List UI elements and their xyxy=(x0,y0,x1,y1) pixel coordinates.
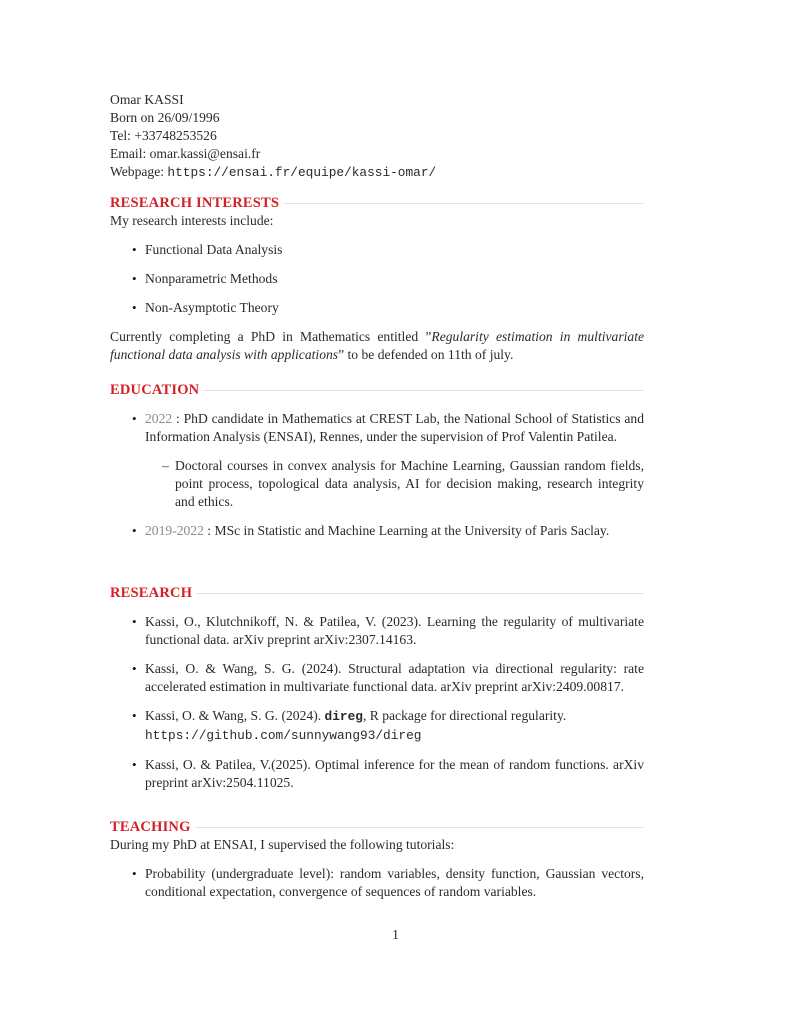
publications-list xyxy=(110,613,644,792)
email: Email: omar.kassi@ensai.fr xyxy=(110,146,261,161)
contact-block xyxy=(110,91,644,182)
education-subitems xyxy=(110,457,644,511)
section-research xyxy=(110,584,644,792)
phd-statement xyxy=(110,328,644,364)
education-year: 2022 xyxy=(145,411,173,426)
sub-list-item: – Doctoral courses in convex analysis for Machine Learning, Gaussian random fields, point process, topological data analysis, AI for decision making, research integrity and ethics. xyxy=(110,457,644,511)
package-name: direg xyxy=(324,709,363,724)
education-year: 2019-2022 xyxy=(145,523,204,538)
interests-list xyxy=(110,241,644,317)
list-item: • Functional Data Analysis xyxy=(110,241,644,259)
education-item xyxy=(110,410,644,511)
phd-title: Regularity estimation in multivariate functional data analysis with applications xyxy=(110,329,645,362)
webpage-link[interactable]: https://ensai.fr/equipe/kassi-omar/ xyxy=(167,165,437,180)
full-name: Omar KASSI xyxy=(110,92,184,107)
phd-suffix: ” to be defended on 11th of july. xyxy=(338,347,514,362)
section-heading xyxy=(110,381,644,399)
education-item xyxy=(110,522,644,540)
heading-rule xyxy=(195,827,644,828)
education-text: : PhD candidate in Mathematics at CREST Lab, the National School of Statistics and Information Analysis (ENSAI), Rennes, under the supervision of Prof Valentin Patilea. xyxy=(145,411,644,444)
education-list xyxy=(110,410,644,540)
publication-item: • Kassi, O. & Wang, S. G. (2024). Structural adaptation via directional regularity: rate accelerated estimation in multivariate functional data. arXiv preprint arXiv:2409.00817. xyxy=(110,660,644,696)
section-teaching xyxy=(110,818,644,901)
heading-rule xyxy=(203,390,644,391)
publication-prefix: Kassi, O. & Wang, S. G. (2024). xyxy=(145,708,325,723)
webpage xyxy=(110,163,644,182)
publication-item: • Kassi, O., Klutchnikoff, N. & Patilea, V. (2023). Learning the regularity of multivariate functional data. arXiv preprint arXiv:2307.14163. xyxy=(110,613,644,649)
webpage-label: Webpage: xyxy=(110,164,168,179)
list-item: • Non-Asymptotic Theory xyxy=(110,299,644,317)
heading-text: RESEARCH xyxy=(110,585,193,601)
list-item: • Nonparametric Methods xyxy=(110,270,644,288)
section-research-interests xyxy=(110,194,644,364)
heading-text: TEACHING xyxy=(110,819,191,835)
page-number: 1 xyxy=(392,927,399,942)
heading-rule xyxy=(196,593,644,594)
education-text: : MSc in Statistic and Machine Learning at the University of Paris Saclay. xyxy=(203,523,610,538)
phone: Tel: +33748253526 xyxy=(110,128,217,143)
section-heading xyxy=(110,584,644,602)
section-heading xyxy=(110,194,644,212)
teaching-item: • Probability (undergraduate level): random variables, density function, Gaussian vectors, conditional expectation, convergence of sequences of random variables. xyxy=(110,865,644,901)
heading-rule xyxy=(283,203,644,204)
interests-intro: My research interests include: xyxy=(110,213,274,228)
section-heading xyxy=(110,818,644,836)
publication-item xyxy=(110,707,644,745)
section-education xyxy=(110,381,644,540)
phd-prefix: Currently completing a PhD in Mathematics entitled ” xyxy=(110,329,432,344)
github-link[interactable]: https://github.com/sunnywang93/direg xyxy=(145,728,422,743)
teaching-list xyxy=(110,865,644,901)
publication-suffix: , R package for directional regularity. xyxy=(362,708,567,723)
publication-item: • Kassi, O. & Patilea, V.(2025). Optimal inference for the mean of random functions. arXiv preprint arXiv:2504.11025. xyxy=(110,756,644,792)
heading-text: RESEARCH INTERESTS xyxy=(110,195,280,211)
teaching-intro: During my PhD at ENSAI, I supervised the following tutorials: xyxy=(110,837,455,852)
birth-date: Born on 26/09/1996 xyxy=(110,110,220,125)
heading-text: EDUCATION xyxy=(110,382,200,398)
